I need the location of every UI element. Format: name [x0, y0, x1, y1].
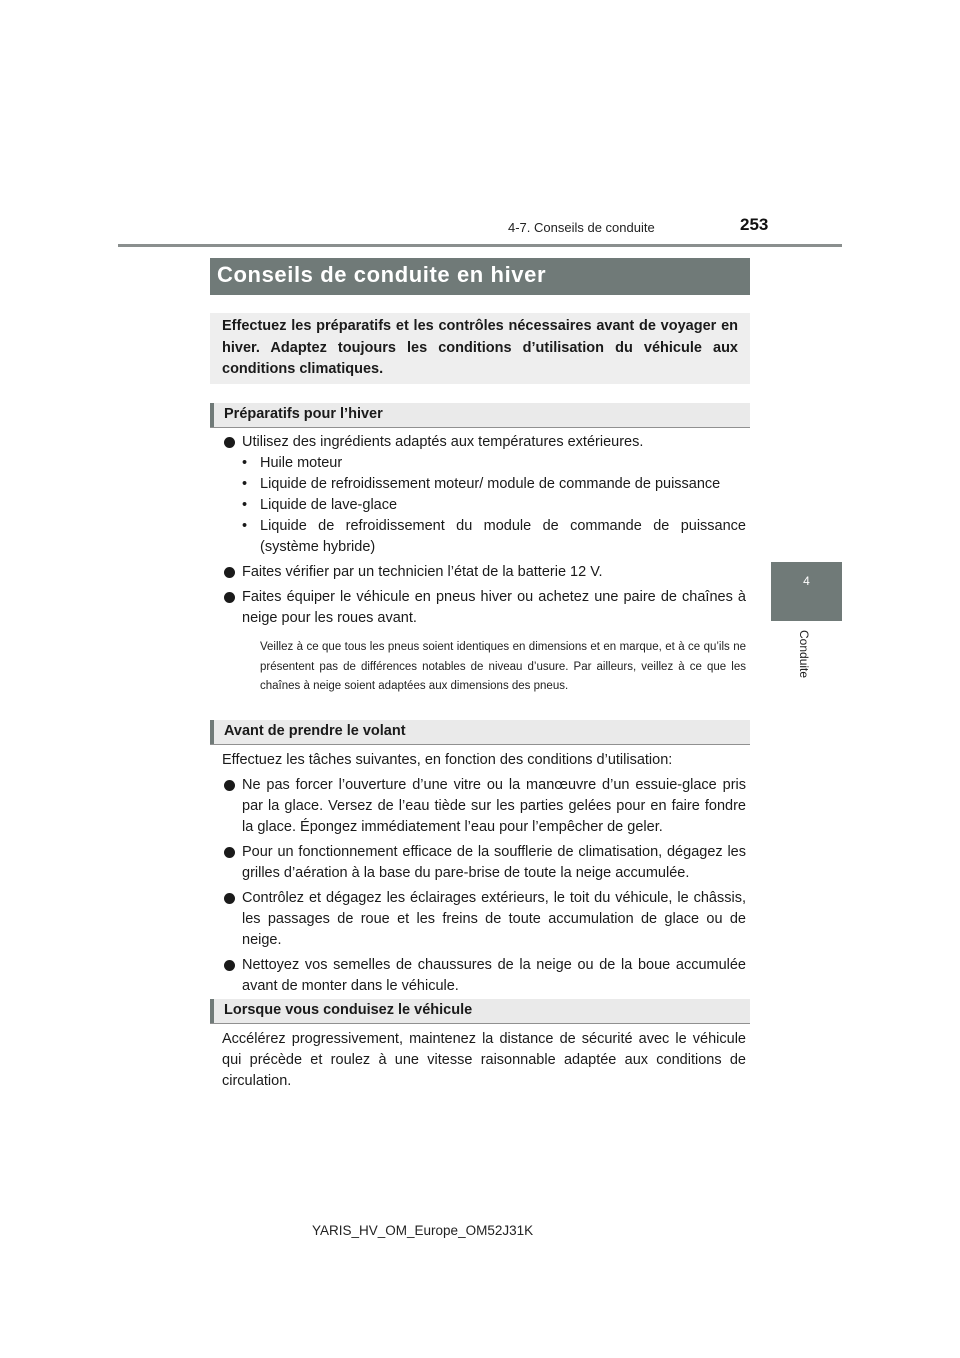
sub-list-item: • Liquide de refroidissement moteur/ module de commande de puissance: [222, 474, 746, 495]
intro-text: Effectuez les préparatifs et les contrôles nécessaires avant de voyager en hiver. Adaptez toujours les conditions d’utilisation du véhicule aux conditions climatiques.: [222, 318, 738, 377]
chapter-tab-number: 4: [803, 574, 810, 588]
section-heading-winter-preparation: [210, 403, 750, 428]
list-item: Nettoyez vos semelles de chaussures de la neige ou de la boue accumulée avant de monter dans le véhicule.: [222, 955, 746, 997]
sub-bullet-icon: •: [242, 455, 248, 471]
bullet-icon: [224, 847, 235, 858]
section-while-driving-content: [222, 1029, 746, 1096]
sub-bullet-icon: •: [242, 518, 248, 534]
section-intro-text: Effectuez les tâches suivantes, en fonction des conditions d’utilisation:: [222, 752, 673, 768]
section-body-text: Accélérez progressivement, maintenez la distance de sécurité avec le véhicule qui précède et roulez à une vitesse raisonnable adaptée aux conditions de circulation.: [222, 1031, 746, 1089]
section-heading-before-driving: [210, 720, 750, 745]
document-code-footer: YARIS_HV_OM_Europe_OM52J31K: [312, 1223, 534, 1238]
bullet-icon: [224, 960, 235, 971]
list-item: Faites équiper le véhicule en pneus hiver ou achetez une paire de chaînes à neige pour les roues avant.: [222, 587, 746, 629]
sub-list-item: • Liquide de lave-glace: [222, 495, 746, 516]
list-item: Faites vérifier par un technicien l’état de la batterie 12 V.: [222, 562, 746, 583]
sub-list-item: • Huile moteur: [222, 453, 746, 474]
section-heading-while-driving: [210, 999, 750, 1024]
bullet-icon: [224, 592, 235, 603]
bullet-icon: [224, 893, 235, 904]
chapter-tab: [771, 562, 842, 621]
note-text: Veillez à ce que tous les pneus soient identiques en dimensions et en marque, et à ce qu’ils ne présentent pas de différences notables de niveau d’usure. Par ailleurs, veillez à ce que les chaînes à neige soient adaptées aux dimensions des pneus.: [260, 641, 746, 692]
header-section-title: 4-7. Conseils de conduite: [508, 220, 655, 235]
page-number: 253: [740, 215, 769, 234]
section-heading-text: Préparatifs pour l’hiver: [224, 406, 383, 422]
chapter-tab-label: Conduite: [797, 630, 811, 679]
sub-bullet-icon: •: [242, 497, 248, 513]
list-item: Utilisez des ingrédients adaptés aux températures extérieures.: [222, 432, 746, 453]
section-heading-text: Lorsque vous conduisez le véhicule: [224, 1002, 473, 1018]
list-item: Contrôlez et dégagez les éclairages extérieurs, le toit du véhicule, le châssis, les passages de roue et les freins de toute accumulation de glace ou de neige.: [222, 888, 746, 951]
list-item: Pour un fonctionnement efficace de la soufflerie de climatisation, dégagez les grilles d’aération à la base du pare-brise de toute la neige accumulée.: [222, 842, 746, 884]
section-winter-preparation-content: [222, 432, 746, 697]
header-divider: [118, 244, 842, 247]
page-title: Conseils de conduite en hiver: [217, 262, 547, 287]
sub-bullet-icon: •: [242, 476, 248, 492]
page-title-bar: [210, 258, 750, 295]
bullet-icon: [224, 780, 235, 791]
sub-list-item: • Liquide de refroidissement du module de commande de puissance (système hybride): [242, 518, 746, 555]
section-heading-text: Avant de prendre le volant: [224, 723, 406, 739]
section-before-driving-content: [222, 750, 746, 1001]
bullet-icon: [224, 567, 235, 578]
intro-box: [210, 313, 750, 384]
bullet-icon: [224, 437, 235, 448]
list-item: Ne pas forcer l’ouverture d’une vitre ou la manœuvre d’un essuie-glace pris par la glace. Versez de l’eau tiède sur les parties gelées pour en faire fondre la glace. Épongez immédiatement l’eau pour l’empêcher de geler.: [222, 775, 746, 838]
